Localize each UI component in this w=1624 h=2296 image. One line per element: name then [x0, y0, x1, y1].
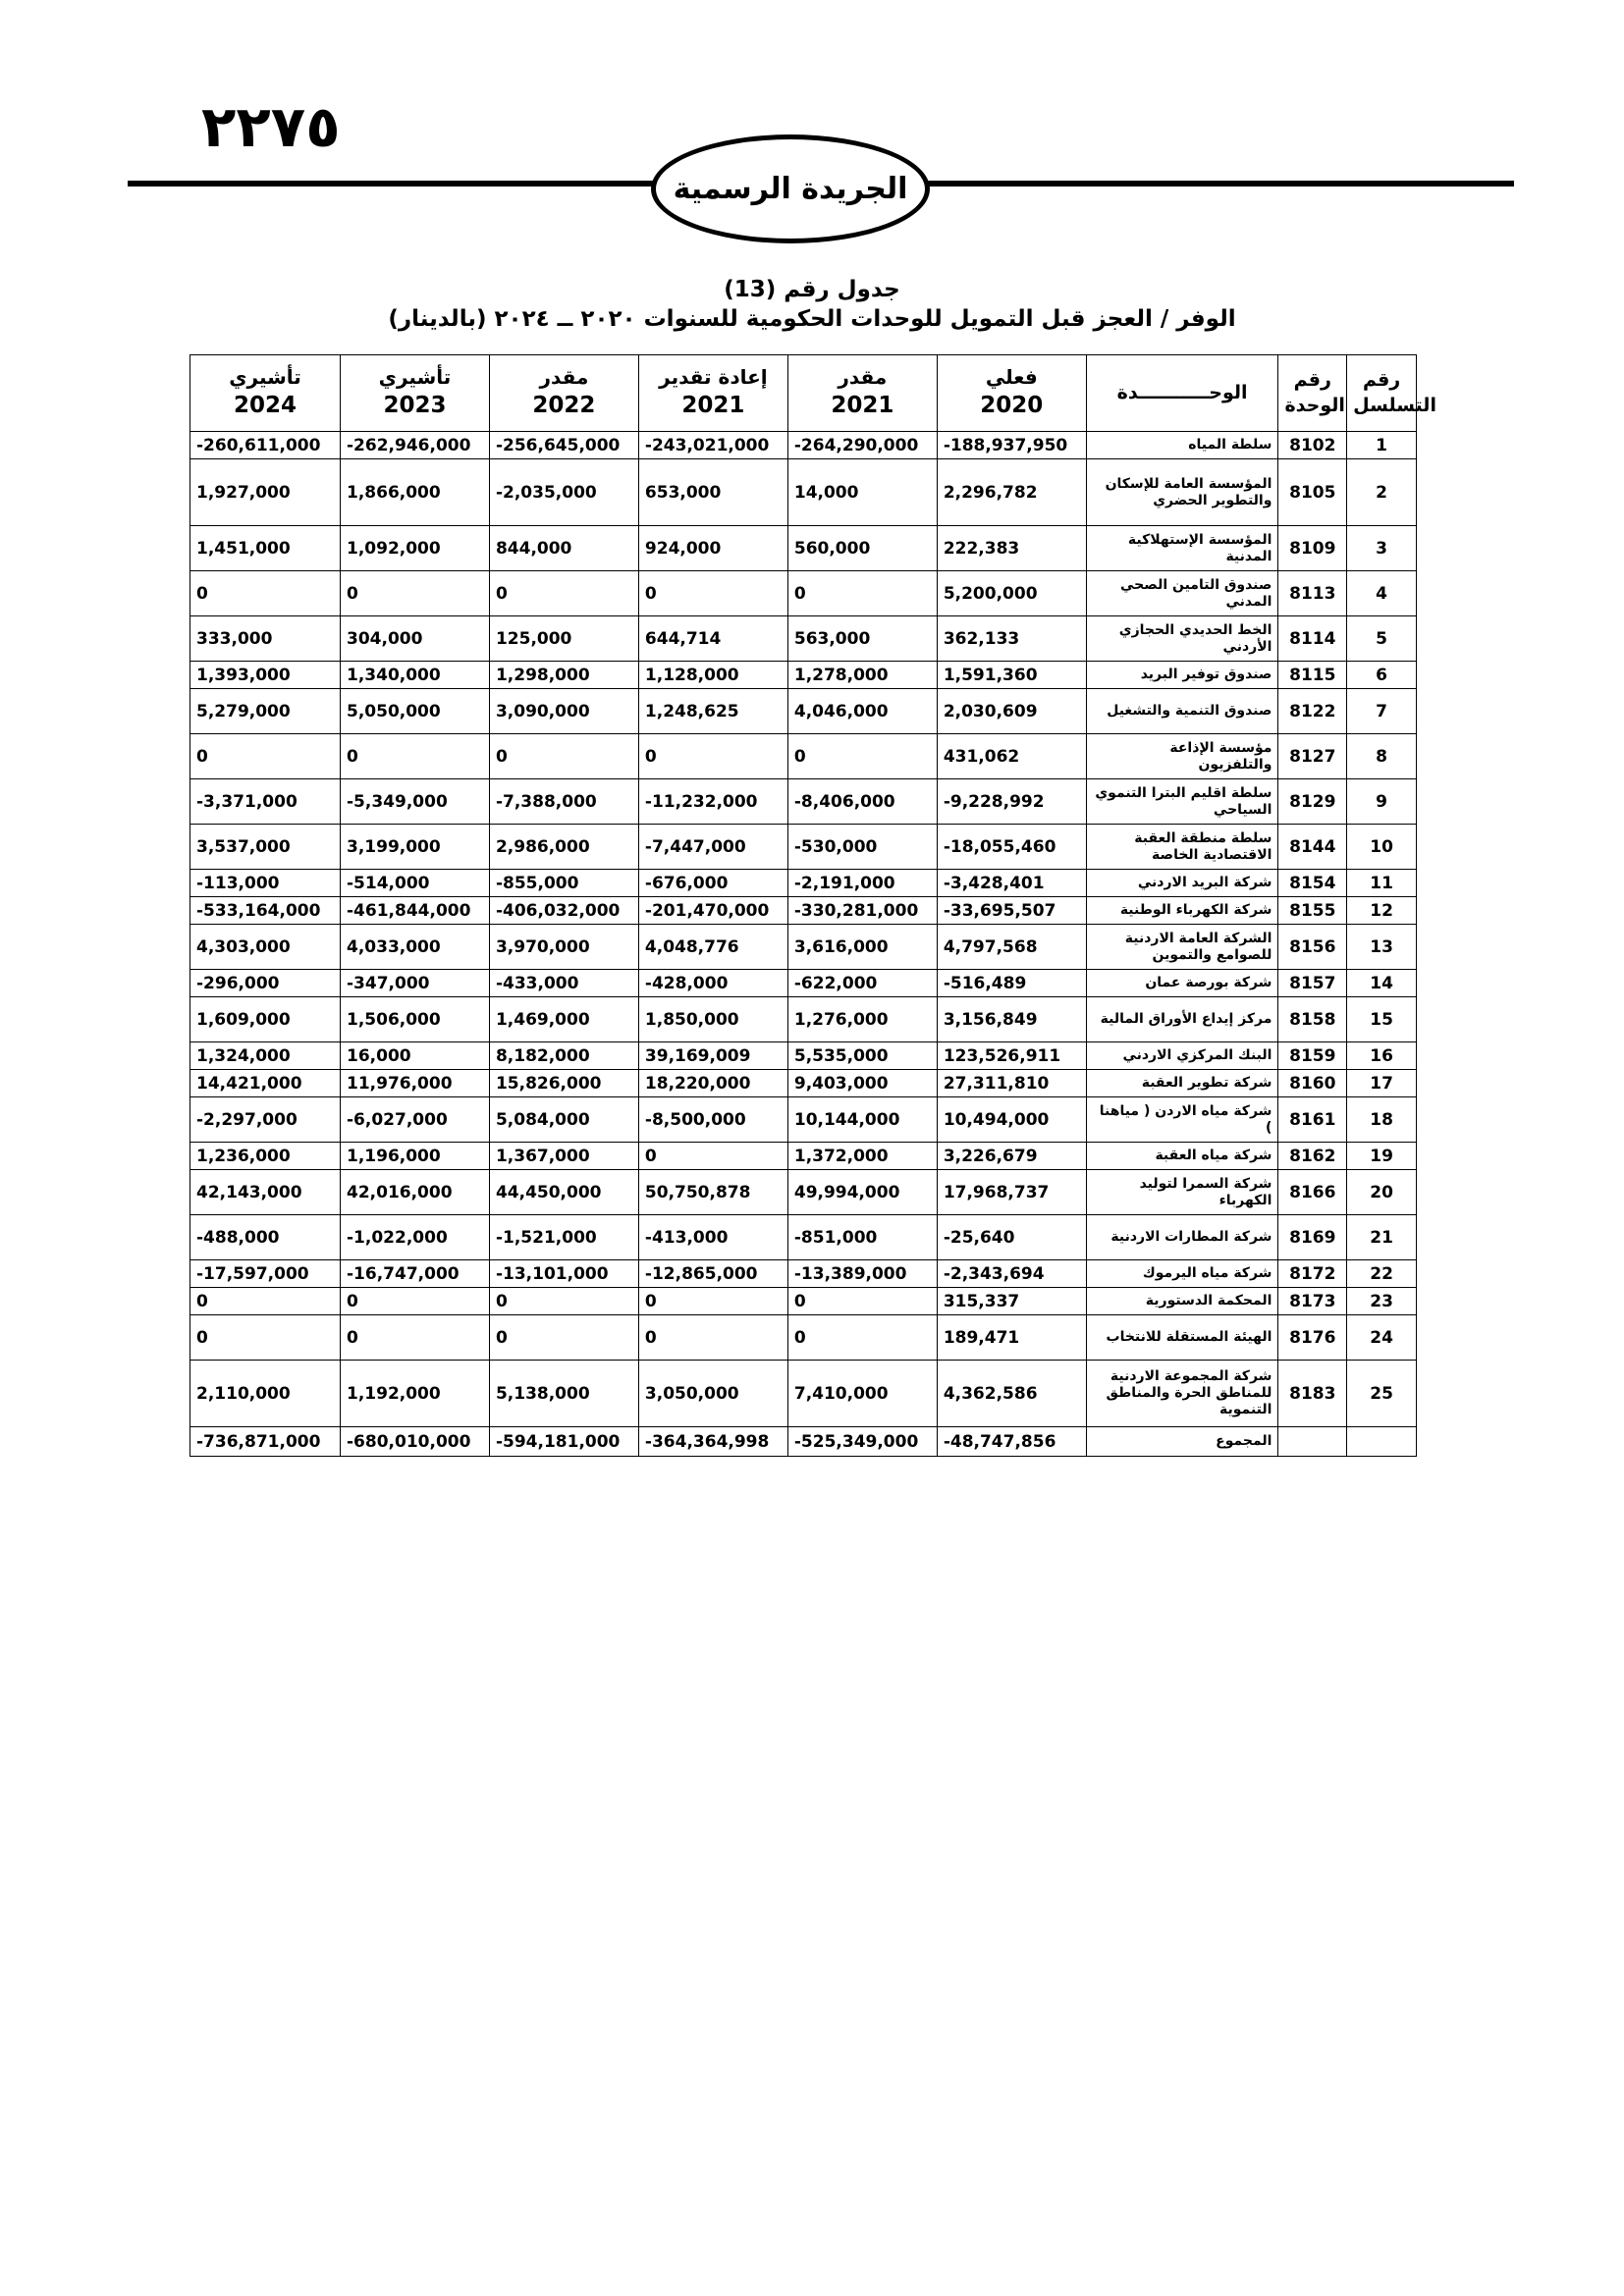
value-cell: 1,276,000	[787, 997, 937, 1042]
value-cell: 1,469,000	[489, 997, 638, 1042]
serial-cell: 25	[1347, 1361, 1417, 1427]
value-cell: 5,535,000	[787, 1042, 937, 1070]
value-cell: 1,340,000	[341, 662, 490, 689]
value-cell: 1,278,000	[787, 662, 937, 689]
value-cell: -2,343,694	[937, 1260, 1086, 1288]
value-cell: -851,000	[787, 1215, 937, 1260]
serial-cell: 3	[1347, 526, 1417, 571]
value-cell: 0	[787, 1315, 937, 1361]
value-cell: 125,000	[489, 616, 638, 662]
value-cell: 362,133	[937, 616, 1086, 662]
value-cell: -16,747,000	[341, 1260, 490, 1288]
value-cell: 0	[489, 571, 638, 616]
value-cell: 0	[638, 1315, 787, 1361]
value-cell: 1,196,000	[341, 1143, 490, 1170]
serial-cell: 16	[1347, 1042, 1417, 1070]
value-cell: 123,526,911	[937, 1042, 1086, 1070]
value-cell: 5,138,000	[489, 1361, 638, 1427]
table-row	[190, 1315, 1417, 1361]
table-row	[190, 1097, 1417, 1143]
value-cell: 3,050,000	[638, 1361, 787, 1427]
value-cell: 39,169,009	[638, 1042, 787, 1070]
unit-code-cell: 8158	[1278, 997, 1347, 1042]
value-cell: 4,033,000	[341, 925, 490, 970]
value-cell: -461,844,000	[341, 897, 490, 925]
value-cell: 333,000	[190, 616, 341, 662]
unit-name-cell: سلطة اقليم البترا التنموي السياحي	[1086, 779, 1278, 825]
value-cell: -260,611,000	[190, 432, 341, 459]
value-cell: 3,616,000	[787, 925, 937, 970]
value-cell: -264,290,000	[787, 432, 937, 459]
value-cell: -622,000	[787, 970, 937, 997]
unit-code-cell: 8102	[1278, 432, 1347, 459]
value-cell: 11,976,000	[341, 1070, 490, 1097]
unit-code-cell: 8105	[1278, 459, 1347, 526]
total-value-cell: -736,871,000	[190, 1427, 341, 1457]
value-cell: 0	[489, 1315, 638, 1361]
unit-name-cell: سلطة المياه	[1086, 432, 1278, 459]
value-cell: -2,191,000	[787, 870, 937, 897]
value-cell: 2,030,609	[937, 689, 1086, 734]
value-cell: 1,324,000	[190, 1042, 341, 1070]
value-cell: 0	[190, 571, 341, 616]
unit-name-cell: شركة مياه الاردن ( مياهنا )	[1086, 1097, 1278, 1143]
table-row	[190, 1288, 1417, 1315]
unit-code-cell: 8114	[1278, 616, 1347, 662]
value-cell: 0	[489, 1288, 638, 1315]
value-cell: 0	[190, 734, 341, 779]
value-cell: 3,090,000	[489, 689, 638, 734]
value-cell: 1,451,000	[190, 526, 341, 571]
value-cell: -12,865,000	[638, 1260, 787, 1288]
value-cell: 5,279,000	[190, 689, 341, 734]
value-cell: 1,128,000	[638, 662, 787, 689]
unit-code-cell: 8144	[1278, 825, 1347, 870]
value-cell: -188,937,950	[937, 432, 1086, 459]
serial-cell: 21	[1347, 1215, 1417, 1260]
unit-code-cell: 8160	[1278, 1070, 1347, 1097]
unit-name-cell: سلطة منطقة العقبة الاقتصادية الخاصة	[1086, 825, 1278, 870]
value-cell: 1,866,000	[341, 459, 490, 526]
value-cell: 4,362,586	[937, 1361, 1086, 1427]
value-cell: 14,421,000	[190, 1070, 341, 1097]
serial-cell: 1	[1347, 432, 1417, 459]
unit-name-cell: شركة مياه العقبة	[1086, 1143, 1278, 1170]
value-cell: 1,236,000	[190, 1143, 341, 1170]
value-cell: 0	[638, 734, 787, 779]
unit-name-cell: الخط الحديدي الحجازي الأردني	[1086, 616, 1278, 662]
value-cell: 0	[341, 571, 490, 616]
value-cell: 0	[638, 1143, 787, 1170]
value-cell: -516,489	[937, 970, 1086, 997]
total-row	[190, 1427, 1417, 1457]
total-value-cell: -594,181,000	[489, 1427, 638, 1457]
unit-code-cell: 8155	[1278, 897, 1347, 925]
value-cell: 27,311,810	[937, 1070, 1086, 1097]
value-cell: -13,101,000	[489, 1260, 638, 1288]
value-cell: -7,388,000	[489, 779, 638, 825]
serial-cell: 20	[1347, 1170, 1417, 1215]
serial-cell: 11	[1347, 870, 1417, 897]
value-cell: -9,228,992	[937, 779, 1086, 825]
value-cell: 1,092,000	[341, 526, 490, 571]
value-cell: -676,000	[638, 870, 787, 897]
value-cell: -262,946,000	[341, 432, 490, 459]
serial-cell: 4	[1347, 571, 1417, 616]
serial-cell: 22	[1347, 1260, 1417, 1288]
table-row	[190, 616, 1417, 662]
unit-name-cell: شركة مياه اليرموك	[1086, 1260, 1278, 1288]
unit-name-cell: البنك المركزي الاردني	[1086, 1042, 1278, 1070]
table-row	[190, 1361, 1417, 1427]
table-row	[190, 1042, 1417, 1070]
value-cell: 0	[341, 1315, 490, 1361]
table-row	[190, 734, 1417, 779]
value-cell: -296,000	[190, 970, 341, 997]
value-cell: 0	[638, 571, 787, 616]
serial-cell: 23	[1347, 1288, 1417, 1315]
serial-cell: 7	[1347, 689, 1417, 734]
total-seq-empty	[1347, 1427, 1417, 1457]
serial-cell: 6	[1347, 662, 1417, 689]
serial-cell: 14	[1347, 970, 1417, 997]
value-cell: 3,970,000	[489, 925, 638, 970]
value-cell: -17,597,000	[190, 1260, 341, 1288]
unit-code-cell: 8122	[1278, 689, 1347, 734]
serial-cell: 5	[1347, 616, 1417, 662]
table-row	[190, 970, 1417, 997]
table-row	[190, 997, 1417, 1042]
value-cell: 1,609,000	[190, 997, 341, 1042]
value-cell: 49,994,000	[787, 1170, 937, 1215]
value-cell: -25,640	[937, 1215, 1086, 1260]
header-actual2020: فعلي 2020	[937, 355, 1086, 432]
value-cell: 222,383	[937, 526, 1086, 571]
table-row	[190, 925, 1417, 970]
value-cell: -18,055,460	[937, 825, 1086, 870]
value-cell: 653,000	[638, 459, 787, 526]
unit-name-cell: شركة السمرا لتوليد الكهرباء	[1086, 1170, 1278, 1215]
header-unit: الوحـــــــــــدة	[1086, 355, 1278, 432]
value-cell: 2,986,000	[489, 825, 638, 870]
unit-code-cell: 8173	[1278, 1288, 1347, 1315]
unit-name-cell: شركة البريد الاردني	[1086, 870, 1278, 897]
unit-name-cell: مؤسسة الإذاعة والتلفزيون	[1086, 734, 1278, 779]
table-row	[190, 662, 1417, 689]
value-cell: 9,403,000	[787, 1070, 937, 1097]
value-cell: 42,016,000	[341, 1170, 490, 1215]
value-cell: -6,027,000	[341, 1097, 490, 1143]
value-cell: 17,968,737	[937, 1170, 1086, 1215]
value-cell: 0	[341, 1288, 490, 1315]
value-cell: 42,143,000	[190, 1170, 341, 1215]
unit-name-cell: المؤسسة العامة للإسكان والتطوير الحضري	[1086, 459, 1278, 526]
unit-code-cell: 8154	[1278, 870, 1347, 897]
value-cell: 10,144,000	[787, 1097, 937, 1143]
gazette-title: الجريدة الرسمية	[673, 172, 908, 206]
header-code: رقم الوحدة	[1278, 355, 1347, 432]
value-cell: -406,032,000	[489, 897, 638, 925]
value-cell: 644,714	[638, 616, 787, 662]
total-value-cell: -680,010,000	[341, 1427, 490, 1457]
value-cell: 44,450,000	[489, 1170, 638, 1215]
unit-code-cell: 8162	[1278, 1143, 1347, 1170]
value-cell: 2,296,782	[937, 459, 1086, 526]
value-cell: 1,591,360	[937, 662, 1086, 689]
value-cell: 5,200,000	[937, 571, 1086, 616]
value-cell: 1,248,625	[638, 689, 787, 734]
unit-code-cell: 8109	[1278, 526, 1347, 571]
unit-name-cell: الشركة العامة الاردنية للصوامع والتموين	[1086, 925, 1278, 970]
value-cell: -256,645,000	[489, 432, 638, 459]
unit-code-cell: 8129	[1278, 779, 1347, 825]
serial-cell: 18	[1347, 1097, 1417, 1143]
unit-code-cell: 8127	[1278, 734, 1347, 779]
table-subtitle: الوفر / العجز قبل التمويل للوحدات الحكومية للسنوات ٢٠٢٠ ــ ٢٠٢٤ (بالدينار)	[388, 306, 1236, 332]
value-cell: 431,062	[937, 734, 1086, 779]
value-cell: -413,000	[638, 1215, 787, 1260]
unit-code-cell: 8161	[1278, 1097, 1347, 1143]
unit-code-cell: 8183	[1278, 1361, 1347, 1427]
table-row	[190, 1143, 1417, 1170]
total-value-cell: -364,364,998	[638, 1427, 787, 1457]
serial-cell: 24	[1347, 1315, 1417, 1361]
unit-name-cell: المؤسسة الإستهلاكية المدنية	[1086, 526, 1278, 571]
value-cell: -7,447,000	[638, 825, 787, 870]
value-cell: -514,000	[341, 870, 490, 897]
value-cell: 4,303,000	[190, 925, 341, 970]
value-cell: 1,367,000	[489, 1143, 638, 1170]
value-cell: 189,471	[937, 1315, 1086, 1361]
value-cell: -533,164,000	[190, 897, 341, 925]
value-cell: 3,156,849	[937, 997, 1086, 1042]
value-cell: 10,494,000	[937, 1097, 1086, 1143]
header-seq: رقم التسلسل	[1347, 355, 1417, 432]
unit-name-cell: شركة المطارات الاردنية	[1086, 1215, 1278, 1260]
serial-cell: 8	[1347, 734, 1417, 779]
value-cell: -488,000	[190, 1215, 341, 1260]
unit-code-cell: 8159	[1278, 1042, 1347, 1070]
table-row	[190, 432, 1417, 459]
value-cell: 3,226,679	[937, 1143, 1086, 1170]
unit-code-cell: 8115	[1278, 662, 1347, 689]
unit-name-cell: شركة الكهرباء الوطنية	[1086, 897, 1278, 925]
value-cell: -5,349,000	[341, 779, 490, 825]
value-cell: 1,927,000	[190, 459, 341, 526]
gazette-oval	[651, 134, 930, 243]
value-cell: 0	[190, 1288, 341, 1315]
total-label: المجموع	[1086, 1427, 1278, 1457]
unit-code-cell: 8157	[1278, 970, 1347, 997]
value-cell: -433,000	[489, 970, 638, 997]
header-est2022: مقدر 2022	[489, 355, 638, 432]
value-cell: -428,000	[638, 970, 787, 997]
value-cell: -33,695,507	[937, 897, 1086, 925]
value-cell: 0	[787, 734, 937, 779]
unit-name-cell: شركة تطوير العقبة	[1086, 1070, 1278, 1097]
table-row	[190, 825, 1417, 870]
value-cell: -330,281,000	[787, 897, 937, 925]
total-value-cell: -525,349,000	[787, 1427, 937, 1457]
value-cell: -2,297,000	[190, 1097, 341, 1143]
value-cell: 0	[638, 1288, 787, 1315]
value-cell: 18,220,000	[638, 1070, 787, 1097]
value-cell: -11,232,000	[638, 779, 787, 825]
value-cell: -1,022,000	[341, 1215, 490, 1260]
header-reest2021: إعادة تقدير 2021	[638, 355, 787, 432]
page-number: ٢٢٧٥	[201, 93, 341, 160]
value-cell: 2,110,000	[190, 1361, 341, 1427]
value-cell: -1,521,000	[489, 1215, 638, 1260]
table-header-row	[190, 355, 1417, 432]
table-row	[190, 689, 1417, 734]
value-cell: 560,000	[787, 526, 937, 571]
value-cell: -13,389,000	[787, 1260, 937, 1288]
table-row	[190, 779, 1417, 825]
unit-name-cell: صندوق التامين الصحي المدني	[1086, 571, 1278, 616]
table-title: جدول رقم (13)	[724, 277, 900, 302]
serial-cell: 19	[1347, 1143, 1417, 1170]
table-row	[190, 1070, 1417, 1097]
value-cell: 50,750,878	[638, 1170, 787, 1215]
value-cell: 563,000	[787, 616, 937, 662]
value-cell: 315,337	[937, 1288, 1086, 1315]
value-cell: 15,826,000	[489, 1070, 638, 1097]
value-cell: 0	[787, 1288, 937, 1315]
value-cell: -530,000	[787, 825, 937, 870]
serial-cell: 2	[1347, 459, 1417, 526]
serial-cell: 17	[1347, 1070, 1417, 1097]
value-cell: 4,797,568	[937, 925, 1086, 970]
value-cell: -8,406,000	[787, 779, 937, 825]
value-cell: 4,046,000	[787, 689, 937, 734]
table-row	[190, 459, 1417, 526]
value-cell: 304,000	[341, 616, 490, 662]
unit-code-cell: 8176	[1278, 1315, 1347, 1361]
unit-name-cell: مركز إيداع الأوراق المالية	[1086, 997, 1278, 1042]
value-cell: -201,470,000	[638, 897, 787, 925]
unit-code-cell: 8156	[1278, 925, 1347, 970]
value-cell: -855,000	[489, 870, 638, 897]
header-ind2023: تأشيري 2023	[341, 355, 490, 432]
value-cell: 0	[489, 734, 638, 779]
value-cell: 0	[190, 1315, 341, 1361]
value-cell: 0	[341, 734, 490, 779]
value-cell: 1,393,000	[190, 662, 341, 689]
value-cell: 1,506,000	[341, 997, 490, 1042]
value-cell: 7,410,000	[787, 1361, 937, 1427]
value-cell: -2,035,000	[489, 459, 638, 526]
table-row	[190, 526, 1417, 571]
unit-name-cell: شركة بورصة عمان	[1086, 970, 1278, 997]
table-row	[190, 1170, 1417, 1215]
serial-cell: 12	[1347, 897, 1417, 925]
table-row	[190, 870, 1417, 897]
budget-table	[189, 354, 1436, 1457]
value-cell: 5,050,000	[341, 689, 490, 734]
unit-code-cell: 8169	[1278, 1215, 1347, 1260]
unit-code-cell: 8172	[1278, 1260, 1347, 1288]
total-value-cell: -48,747,856	[937, 1427, 1086, 1457]
value-cell: 1,850,000	[638, 997, 787, 1042]
value-cell: 5,084,000	[489, 1097, 638, 1143]
serial-cell: 10	[1347, 825, 1417, 870]
table-row	[190, 571, 1417, 616]
value-cell: 1,192,000	[341, 1361, 490, 1427]
value-cell: -3,371,000	[190, 779, 341, 825]
unit-code-cell: 8166	[1278, 1170, 1347, 1215]
unit-name-cell: شركة المجموعة الاردنية للمناطق الحرة والمناطق التنموية	[1086, 1361, 1278, 1427]
value-cell: 3,537,000	[190, 825, 341, 870]
table-row	[190, 1215, 1417, 1260]
serial-cell: 15	[1347, 997, 1417, 1042]
serial-cell: 9	[1347, 779, 1417, 825]
header-ind2024: تأشيري 2024	[190, 355, 341, 432]
table-row	[190, 897, 1417, 925]
value-cell: 4,048,776	[638, 925, 787, 970]
unit-code-cell: 8113	[1278, 571, 1347, 616]
value-cell: 924,000	[638, 526, 787, 571]
serial-cell: 13	[1347, 925, 1417, 970]
value-cell: 1,372,000	[787, 1143, 937, 1170]
unit-name-cell: صندوق توفير البريد	[1086, 662, 1278, 689]
unit-name-cell: المحكمة الدستورية	[1086, 1288, 1278, 1315]
value-cell: 16,000	[341, 1042, 490, 1070]
value-cell: -347,000	[341, 970, 490, 997]
value-cell: 3,199,000	[341, 825, 490, 870]
value-cell: -113,000	[190, 870, 341, 897]
value-cell: 844,000	[489, 526, 638, 571]
unit-name-cell: الهيئة المستقلة للانتخاب	[1086, 1315, 1278, 1361]
value-cell: 1,298,000	[489, 662, 638, 689]
value-cell: -243,021,000	[638, 432, 787, 459]
value-cell: 0	[787, 571, 937, 616]
unit-name-cell: صندوق التنمية والتشغيل	[1086, 689, 1278, 734]
value-cell: 8,182,000	[489, 1042, 638, 1070]
table-row	[190, 1260, 1417, 1288]
total-code-empty	[1278, 1427, 1347, 1457]
value-cell: -3,428,401	[937, 870, 1086, 897]
value-cell: -8,500,000	[638, 1097, 787, 1143]
header-est2021: مقدر 2021	[787, 355, 937, 432]
value-cell: 14,000	[787, 459, 937, 526]
